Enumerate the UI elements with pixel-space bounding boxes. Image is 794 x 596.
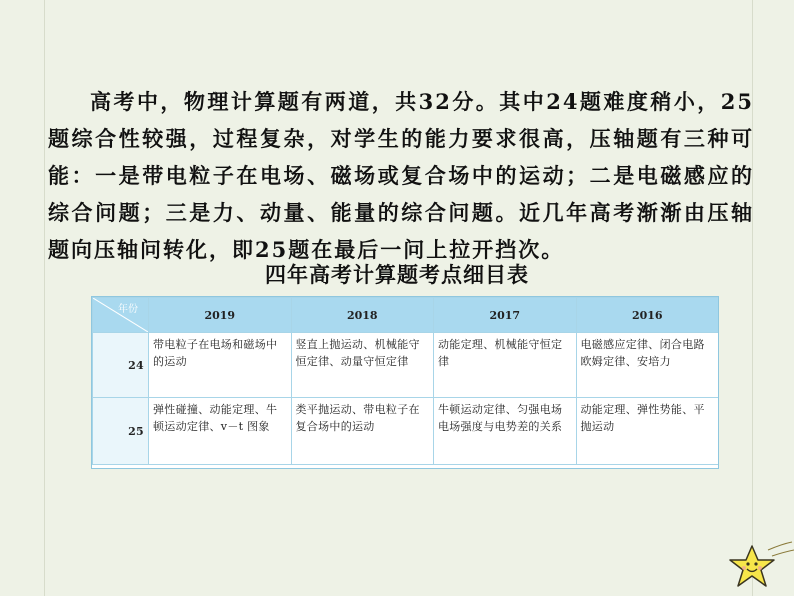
table-cell: 动能定理、弹性势能、平抛运动: [576, 398, 719, 465]
table-row: [93, 398, 719, 465]
table-cell: 弹性碰撞、动能定理、牛顿运动定律、v－t 图象: [149, 398, 292, 465]
year-header-2016: 2016: [576, 298, 719, 333]
shooting-star-icon: [722, 540, 794, 596]
left-frame-line: [44, 0, 45, 596]
table-corner-cell: [93, 298, 149, 333]
year-header-2017: 2017: [434, 298, 577, 333]
table-title: 四年高考计算题考点细目表: [265, 263, 529, 287]
table-cell: 牛顿运动定律、匀强电场电场强度与电势差的关系: [434, 398, 577, 465]
table-row: [93, 333, 719, 398]
exam-points-table: [91, 296, 719, 469]
year-header-2018: 2018: [291, 298, 434, 333]
corner-year-label: 年份: [118, 304, 138, 315]
table-cell: 电磁感应定律、闭合电路欧姆定律、安培力: [576, 333, 719, 398]
table-header-row: [93, 298, 719, 333]
table-cell: 带电粒子在电场和磁场中的运动: [149, 333, 292, 398]
question-number-cell: 25: [93, 398, 149, 465]
question-number-cell: 24: [93, 333, 149, 398]
table-cell: 类平抛运动、带电粒子在复合场中的运动: [291, 398, 434, 465]
table-cell: 竖直上抛运动、机械能守恒定律、动量守恒定律: [291, 333, 434, 398]
intro-paragraph: 高考中，物理计算题有两道，共32分。其中24题难度稍小，25题综合性较强，过程复杂，对学生的能力要求很高，压轴题有三种可能：一是带电粒子在电场、磁场或复合场中的运动；二是电磁感应的综合问题；三是力、动量、能量的综合问题。近几年高考渐渐由压轴题向压轴问转化，即25题在最后一问上拉开挡次。: [48, 89, 754, 262]
year-header-2019: 2019: [149, 298, 292, 333]
table-cell: 动能定理、机械能守恒定律: [434, 333, 577, 398]
